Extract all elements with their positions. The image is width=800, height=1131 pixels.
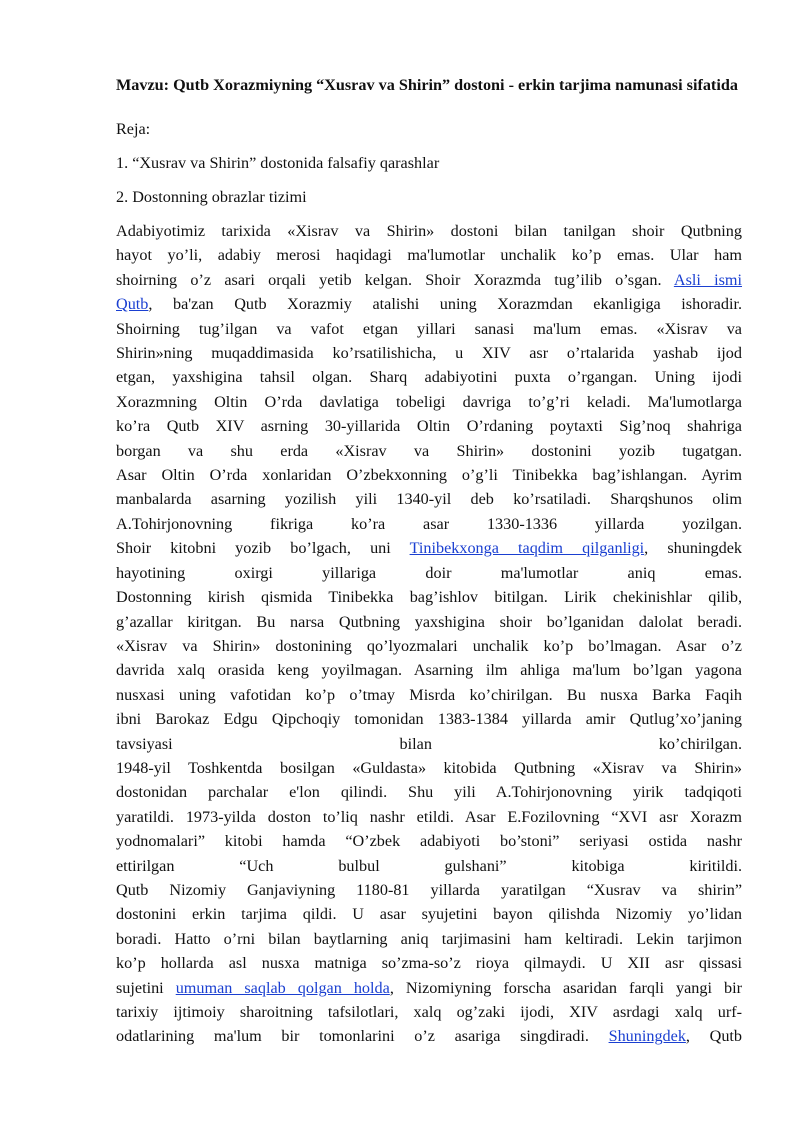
plan-item-1: 1. “Xusrav va Shirin” dostonida falsafiy qarashlar	[116, 154, 440, 172]
body-line: ettirilgan “Uch bulbul gulshani” kitobiga kiritildi.	[116, 856, 742, 875]
body-line: «Xisrav va Shirin» dostonining qo’lyozmalari unchalik ko’p bo’lmagan. Asar o’z	[116, 636, 742, 655]
page-title: Mavzu: Qutb Xorazmiyning “Xusrav va Shirin” dostoni - erkin tarjima namunasi sifatida	[116, 76, 738, 94]
body-line: Adabiyotimiz tarixida «Xisrav va Shirin» dostoni bilan tanilgan shoir Qutbning	[116, 222, 742, 240]
body-line: nusxasi uning vafotidan ko’p o’tmay Misrda ko’chirilgan. Bu nusxa Barka Faqih	[116, 685, 742, 704]
body-line: 1948-yil Toshkentda bosilgan «Guldasta» kitobida Qutbning «Xisrav va Shirin»	[116, 758, 742, 777]
body-line: yodnomalari” kitobi hamda “O’zbek adabiyoti bo’stoni” seriyasi ostida nashr	[116, 832, 742, 851]
body-line: boradi. Hatto o’rni bilan baytlarning aniq tarjimasini ham keltiradi. Lekin tarjimon	[116, 929, 742, 948]
document-page	[116, 74, 742, 1049]
body-line: yaratildi. 1973-yilda doston to’liq nashr etildi. Asar E.Fozilovning “XVI asr Xorazm	[116, 807, 742, 826]
body-line: tavsiyasi bilan ko’chirilgan.	[116, 734, 742, 753]
link-asli-ismi-qutb-cont[interactable]: Qutb	[116, 295, 149, 314]
body-line: davrida xalq orasida keng yoyilmagan. Asarning ilm ahliga ma'lum bo’lgan yagona	[116, 661, 742, 680]
body-line: Shoir kitobni yozib bo’lgach, uni Tinibekxonga taqdim qilganligi, shuningdek	[116, 539, 742, 558]
body-line: ibni Barokaz Edgu Qipchoqiy tomonidan 1383-1384 yillarda amir Qutlug’xo’janing	[116, 710, 742, 729]
body-line: g’azallar kiritgan. Bu narsa Qutbning yaxshigina shoir bo’lganidan dalolat beradi.	[116, 612, 742, 631]
body-line: Qutb Nizomiy Ganjaviyning 1180-81 yillarda yaratilgan “Xusrav va shirin”	[116, 880, 742, 899]
body-line: manbalarda asarning yozilish yili 1340-yil deb ko’rsatiladi. Sharqshunos olim	[116, 490, 742, 509]
body-line: hayot yo’li, adabiy merosi haqidagi ma'lumotlar unchalik ko’p emas. Ular ham	[116, 246, 742, 265]
body-line: ko’ra Qutb XIV asrning 30-yillarida Oltin O’rdaning poytaxti Sig’noq shahriga	[116, 417, 742, 436]
body-line: Qutb, ba'zan Qutb Xorazmiy atalishi uning Xorazmdan ekanligiga ishoradir.	[116, 295, 742, 314]
body-line: hayotining oxirgi yillariga doir ma'lumotlar aniq emas.	[116, 563, 742, 582]
body-line: dostonini erkin tarjima qildi. U asar syujetini bayon qilishda Nizomiy yo’lidan	[116, 905, 742, 924]
body-line: tarixiy ijtimoiy sharoitning tafsilotlari, xalq og’zaki ijodi, XIV asrdagi xalq urf-	[116, 1003, 742, 1021]
body-line: etgan, yaxshigina tahsil olgan. Sharq adabiyotini puxta o’rgangan. Uning ijodi	[116, 368, 742, 387]
body-line: Shirin»ning muqaddimasida ko’rsatilishicha, u XIV asr o’rtalarida yashab ijod	[116, 344, 742, 363]
body-line: ko’p hollarda asl nusxa matniga so’zma-so’z rioya qilmaydi. U XII asr qissasi	[116, 954, 742, 973]
plan-item-2: 2. Dostonning obrazlar tizimi	[116, 188, 307, 206]
body-line: borgan va shu erda «Xisrav va Shirin» dostonini yozib tugatgan.	[116, 441, 742, 460]
body-paragraph	[116, 219, 742, 1049]
body-line: Shoirning tug’ilgan va vafot etgan yillari sanasi ma'lum emas. «Xisrav va	[116, 319, 742, 338]
body-line: sujetini umuman saqlab qolgan holda, Nizomiyning forscha asaridan farqli yangi bir	[116, 978, 743, 997]
body-line: A.Tohirjonovning fikriga ko’ra asar 1330-1336 yillarda yozilgan.	[116, 514, 742, 533]
link-tinibekxonga[interactable]: Tinibekxonga taqdim qilganligi	[409, 539, 645, 558]
link-asli-ismi-qutb[interactable]: Asli ismi	[673, 270, 743, 289]
body-line: Asar Oltin O’rda xonlaridan O’zbekxonning o’g’li Tinibekka bag’ishlangan. Ayrim	[116, 466, 742, 485]
body-line: shoirning o’z asari orqali yetib kelgan. Shoir Xorazmda tug’ilib o’sgan. Asli ismi	[116, 270, 743, 289]
body-line: odatlarining ma'lum bir tomonlarini o’z asariga singdiradi. Shuningdek, Qutb	[116, 1027, 743, 1046]
link-shuningdek[interactable]: Shuningdek	[608, 1027, 686, 1046]
plan-heading: Reja:	[116, 120, 151, 138]
body-line: Dostonning kirish qismida Tinibekka bag’ishlov bitilgan. Lirik chekinishlar qilib,	[116, 588, 742, 607]
body-line: Xorazmning Oltin O’rda davlatiga tobeligi davriga to’g’ri keladi. Ma'lumotlarga	[116, 392, 742, 411]
body-line: dostonidan parchalar e'lon qilindi. Shu yili A.Tohirjonovning yirik tadqiqoti	[116, 783, 742, 802]
link-umuman-saqlab[interactable]: umuman saqlab qolgan holda	[175, 978, 390, 997]
